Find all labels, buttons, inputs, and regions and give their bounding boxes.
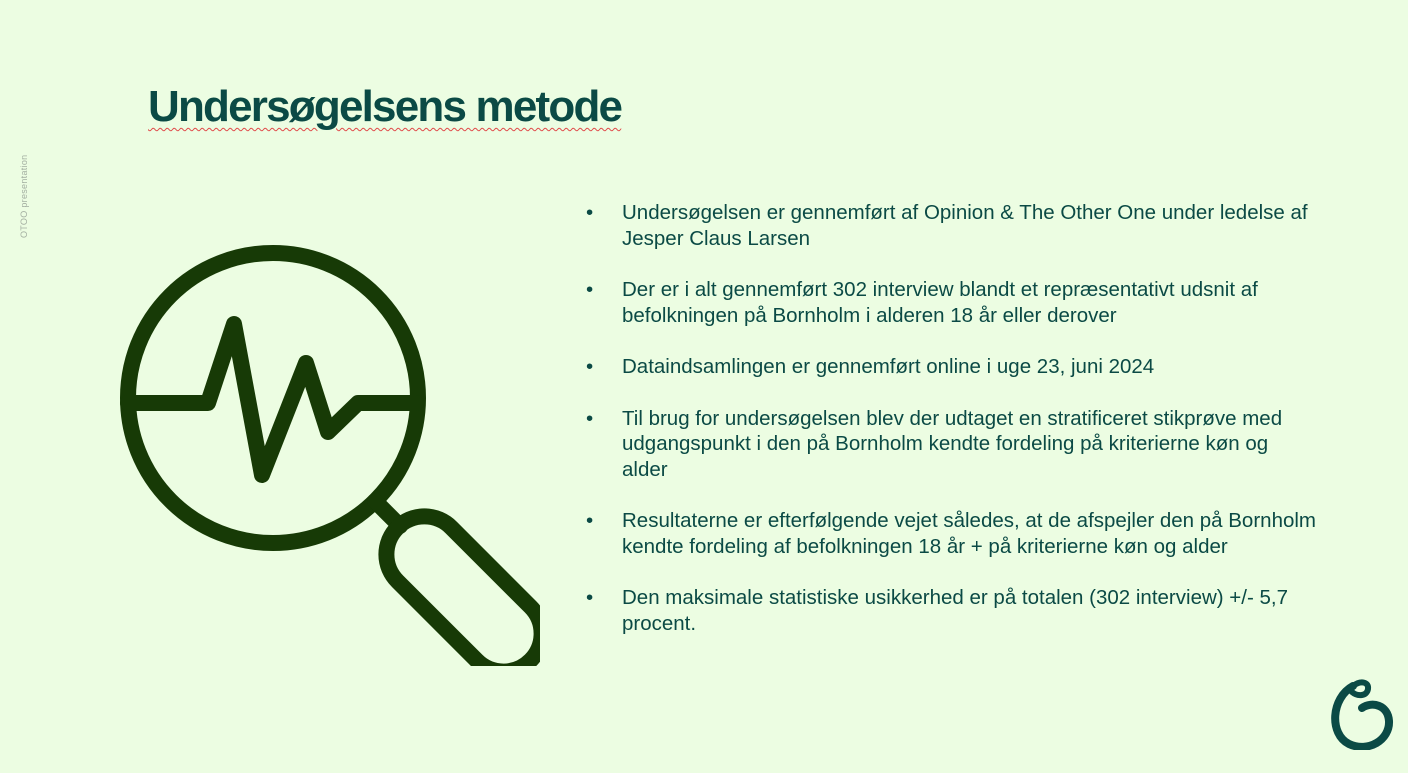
bullet-dot: • <box>586 355 594 378</box>
page-title: Undersøgelsens metode <box>148 82 622 131</box>
list-item <box>586 200 1316 251</box>
bullet-text: Undersøgelsen er gennemført af Opinion & The Other One under ledelse af Jesper Claus Larsen <box>622 201 1308 250</box>
bullet-text: Der er i alt gennemført 302 interview blandt et repræsentativt udsnit af befolkningen på Bornholm i alderen 18 år eller derover <box>622 278 1258 327</box>
bullet-text: Resultaterne er efterfølgende vejet således, at de afspejler den på Bornholm kendte fordeling af befolkningen 18 år + på kriterierne køn og alder <box>622 509 1316 558</box>
bullet-text: Til brug for undersøgelsen blev der udtaget en stratificeret stikprøve med udgangspunkt i den på Bornholm kendte fordeling på kriterierne køn og alder <box>622 406 1283 481</box>
magnifier-pulse-icon <box>110 236 540 666</box>
list-item <box>586 585 1316 636</box>
brand-logo <box>1328 676 1394 750</box>
bullet-dot: • <box>586 586 594 609</box>
bullet-dot: • <box>586 509 594 532</box>
bullet-dot: • <box>586 406 594 430</box>
bullet-dot: • <box>586 201 594 224</box>
list-item <box>586 406 1316 483</box>
bullet-dot: • <box>586 278 594 301</box>
bullet-text: Dataindsamlingen er gennemført online i uge 23, juni 2024 <box>622 355 1155 378</box>
side-label: OTOO presentation <box>19 154 29 238</box>
bullet-text: Den maksimale statistiske usikkerhed er på totalen (302 interview) +/- 5,7 procent. <box>622 586 1288 635</box>
list-item <box>586 277 1316 328</box>
list-item <box>586 508 1316 559</box>
list-item <box>586 354 1316 380</box>
method-bullet-list <box>586 200 1316 662</box>
